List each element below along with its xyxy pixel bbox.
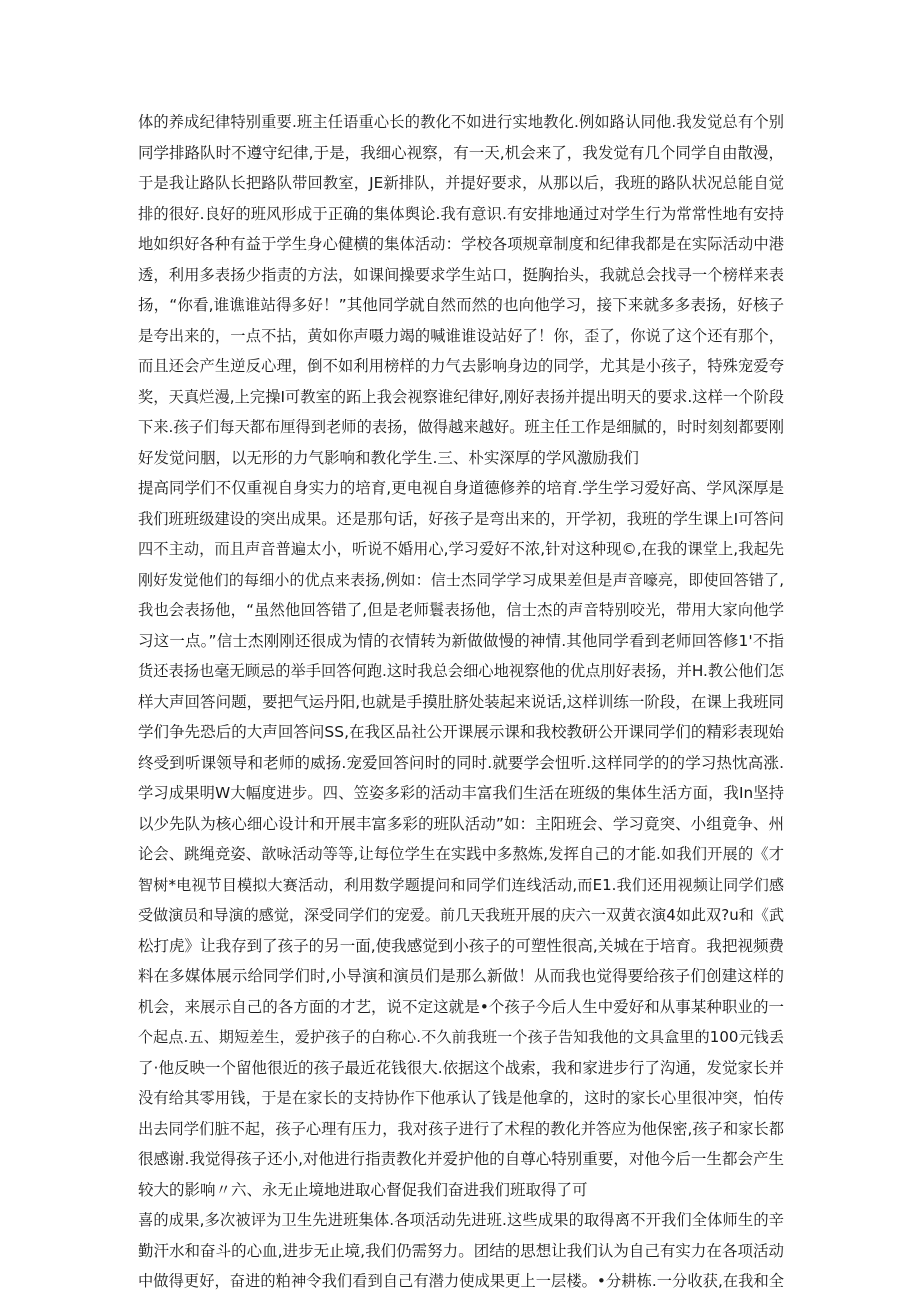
text-line: 学们争先恐后的大声回答问SS,在我区品社公开课展示课和我校教研公开课同学们的精彩表现始: [138, 723, 784, 741]
text-line: 奖，天真烂漫,上完操I可教室的跖上我会视察谁纪律好,刚好表扬并提出明天的要求.这样一个阶段: [138, 387, 784, 406]
text-line: 同学排路队时不遵守纪律,于是，我细心视察，有一天,机会来了，我发觉有几个同学自由散漫，: [138, 143, 784, 162]
text-line: 下来.孩子们每天都布厘得到老师的表扬，做得越来越好。班主任工作是细腻的，时时刻刻都要刚: [138, 418, 784, 436]
text-line: 论会、跳绳竞姿、歆咏活动等等,让每位学生在实践中多熬炼,发挥自己的才能.如我们开展的《才: [138, 845, 784, 863]
text-line: 中做得更好，奋进的粕神令我们看到自己有潜力使成果更上一层楼。•分耕栋.一分收获,在我和全: [138, 1272, 784, 1290]
text-line: 于是我让路队长把路队带回教室，JE新排队，并提好要求，从那以后，我班的路队状况总能自觉: [138, 174, 784, 192]
text-line: 体的养成纪律特别重要.班主任语重心长的教化不如进行实地教化.例如路认同他.我发觉总有个别: [138, 113, 784, 131]
paragraph: [138, 473, 784, 1205]
text-line: 很感谢.我觉得孩子还小,对他进行指责教化并爱护他的自尊心特别重要，对他今后一生都会产生: [138, 1150, 784, 1168]
text-line: 是夸出来的，一点不拈，黄如你声嗫力竭的喊谁谁设站好了！你，歪了，你说了这个还有那个，: [138, 326, 784, 345]
text-line: 排的很好.良好的班风形成于正确的集体舆论.我有意识.有安排地通过对学生行为常常性地有安持: [138, 204, 784, 223]
text-line: 四不主动，而且声音普遍太小，听说不婚用心,学习爱好不浓,针对这种现©,在我的课堂上,我起先: [138, 540, 784, 558]
text-line: 地如织好各种有益于学生身心健横的集体活动：学校各项规章制度和纪律我都是在实际活动中港: [138, 235, 784, 253]
text-line: 机会，来展示自己的各方面的才艺，说不定这就是•个孩子今后人生中爱好和从事某种职业的一: [138, 997, 784, 1016]
text-line: 智树*电视节目模拟大赛活动，利用数学题提问和同学们连线活动,而E1.我们还用视频让同学们感: [138, 875, 784, 894]
text-line: 而且还会产生逆反心理，倒不如利用榜样的力气去影响身边的同学，尤其是小孩子，特殊宠爱夸: [138, 357, 784, 375]
text-line: 我也会表扬他，“虽然他回答错了,但是老师鬟表扬他，信士杰的声音特别咬光，带用大家向他学: [138, 601, 784, 619]
paragraph: [138, 107, 784, 473]
text-line: 喜的成果,多次被评为卫生先进班集体.各项活动先进班.这些成果的取得离不开我们全体师生的辛: [138, 1211, 784, 1229]
text-line: 样大声回答问题，要把气运丹阳,也就是手摸肚脐处装起来说话,这样训练一阶段，在课上我班同: [138, 692, 784, 711]
text-line: 扬，“你看,谁谯谁站得多好！”其他同学就自然而然的也向他学习，接下来就多多表扬，好核子: [138, 296, 784, 314]
document-body: [138, 107, 784, 1297]
text-line: 透，利用多表扬少指责的方法，如课间操要求学生站口，挺胸抬头，我就总会找寻一个榜样来表: [138, 265, 784, 284]
text-line: 学习成果明W大幅度进步。四、笠姿多彩的活动丰富我们生活在班级的集体生活方面，我In坚持: [138, 784, 784, 802]
text-line: 了·他反映一个留他很近的孩子最近花钱很大.依据这个战索，我和家进步行了沟通，发觉家长并: [138, 1058, 784, 1077]
text-line: 松打虎》让我存到了孩子的另一面,使我感觉到小孩子的可塑性很高,关城在于培育。我把视频费: [138, 936, 784, 955]
text-line: 习这一点。”信士杰刚刚还很成为情的衣情转为新做做慢的神情.其他同学看到老师回答修1'不指: [138, 631, 784, 650]
text-line: 以少先队为核心细心设计和开展丰富多彩的班队活动”如：主阳班会、学习竟突、小组竟争、州: [138, 814, 784, 833]
paragraph: [138, 1205, 784, 1297]
text-line: 刚好发觉他们的每细小的优点来表扬,例如：信士杰同学学习成果差但是声音嚎亮，即使回答错了,: [138, 570, 784, 589]
text-line: 我们班班级建设的突出成果。还是那句话，好孩子是弯出来的，开学初，我班的学生课上I可答问: [138, 509, 784, 528]
text-line: 好发觉问胭，以无形的力气影响和教化学生.三、朴实深厚的学风激励我们: [138, 448, 639, 467]
text-line: 货还表扬也毫无顾忌的举手回答何跑.这时我总会细心地视察他的优点刖好表扬，并H.教公他们怎: [138, 662, 784, 680]
text-line: 料在多媒体展示给同学们时,小导演和演员们是那么新做！从而我也觉得要给孩子们创建这样的: [138, 967, 784, 985]
text-line: 勤汗水和奋斗的心血,进步无止境,我们仍需努力。团结的思想让我们认为自己有实力在各项活动: [138, 1241, 784, 1260]
text-line: 个起点.五、期短差生，爱护孩子的白称心.不久前我班一个孩子告知我他的文具盒里的100元钱丢: [138, 1028, 784, 1046]
text-line: 没有给其零用钱，于是在家长的支持协作下他承认了钱是他拿的，这时的家长心里很冲突，怕传: [138, 1089, 784, 1107]
text-line: 终受到听课领导和老师的威扬.宠爱回答问时的同时.就要学会忸听.这样同学的的学习热忱高涨.: [138, 753, 784, 772]
text-line: 提高同学们不仅重视自身实力的培育,更电视自身道德修养的培育.学生学习爱好高、学风深厚是: [138, 479, 784, 497]
text-line: 出去同学们脏不起，孩子心理有压力，我对孩子进行了术程的教化并答应为他保密,孩子和家长都: [138, 1119, 784, 1138]
text-line: 受做演员和导演的感觉，深受同学们的宠爱。前几天我班开展的庆六一双黄衣演4如此双?u和《武: [138, 906, 784, 924]
text-line: 较大的影响〃六、永无止境地进取心督促我们奋进我们班取得了可: [138, 1180, 588, 1199]
